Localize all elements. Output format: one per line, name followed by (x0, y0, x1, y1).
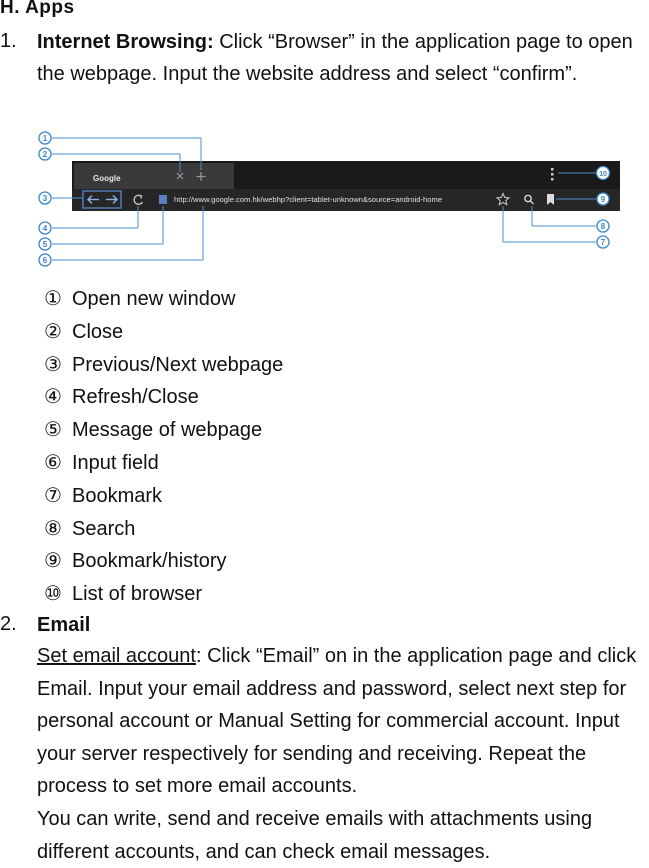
legend-item: ① Open new window (44, 288, 236, 310)
svg-text:7: 7 (600, 238, 606, 247)
legend-item: ⑧ Search (44, 517, 136, 540)
svg-text:3: 3 (42, 194, 48, 203)
legend-item: ⑤ Message of webpage (44, 419, 263, 442)
item-number-internet: 1. (0, 30, 17, 52)
email-paragraph (37, 640, 649, 868)
browser-figure (30, 126, 620, 271)
internet-paragraph (37, 26, 649, 90)
callout-8 (597, 220, 609, 232)
svg-text:1: 1 (42, 134, 48, 143)
email-title: Email (37, 614, 91, 636)
url-text: http://www.google.com.hk/webhp?client=tablet-unknown&source=android-home (174, 195, 443, 204)
internet-title: Internet Browsing: (37, 31, 214, 53)
callout-9 (597, 193, 609, 205)
set-email-account-link[interactable]: Set email account (37, 645, 196, 667)
legend-item: ⑩ List of browser (44, 583, 203, 606)
svg-text:2: 2 (42, 150, 48, 159)
legend-item: ② Close (44, 320, 124, 343)
svg-text:6: 6 (42, 256, 48, 265)
svg-text:8: 8 (600, 222, 606, 231)
section-heading: H. Apps (0, 0, 75, 18)
browser-screenshot (30, 126, 620, 271)
callout-5 (39, 238, 51, 250)
legend-list (44, 283, 283, 611)
legend-item: ③ Previous/Next webpage (44, 353, 284, 376)
callout-4 (39, 222, 51, 234)
callout-2 (39, 148, 51, 160)
svg-text:10: 10 (599, 171, 607, 178)
email-text-2: You can write, send and receive emails with attachments using different accounts, and can check email messages. (37, 807, 593, 863)
callout-6 (39, 254, 51, 266)
page-info-icon (159, 195, 167, 204)
legend-item: ⑨ Bookmark/history (44, 550, 227, 573)
svg-text:4: 4 (42, 224, 48, 233)
callout-3 (39, 192, 51, 204)
svg-text:5: 5 (42, 240, 48, 249)
item-number-email: 2. (0, 613, 17, 635)
legend-item: ⑥ Input field (44, 451, 159, 474)
menu-dots-icon (551, 168, 554, 181)
svg-text:9: 9 (600, 195, 606, 204)
callout-1 (39, 132, 51, 144)
legend-item: ④ Refresh/Close (44, 386, 199, 409)
tab-label: Google (93, 174, 121, 183)
callout-7 (597, 236, 609, 248)
legend-item: ⑦ Bookmark (44, 484, 163, 507)
internet-text: Click “Browser” in the application page to open the webpage. Input the website address and select “confirm”. (37, 31, 633, 85)
callout-10 (597, 167, 610, 180)
email-text-1: : Click “Email” on in the application page and click Email. Input your email address and password, select next step for personal account or Manual Setting for commercial account. Input your server respectively for sending and receiving. Repeat the process to set more email accounts. (37, 645, 637, 798)
